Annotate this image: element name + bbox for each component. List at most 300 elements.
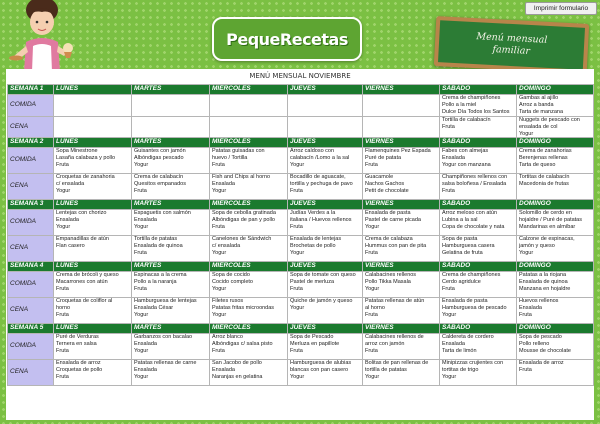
day-header: LUNES — [54, 324, 132, 334]
day-header: MIÉRCOLES — [210, 138, 288, 148]
week-label: SEMANA 4 — [8, 262, 54, 272]
menu-cell[interactable] — [288, 116, 363, 138]
dish-text: Manzana en hojaldre — [519, 286, 571, 293]
dish-text: Patatas fritas microondas — [212, 305, 275, 312]
dish-text: Yogur — [365, 224, 380, 231]
meal-label: CENA — [8, 360, 54, 386]
dish-text: Macarrones con atún — [56, 279, 108, 286]
dish-text: Yogur — [134, 162, 149, 169]
menu-cell[interactable] — [363, 116, 440, 138]
week-header-row — [8, 85, 594, 95]
dish-text: Copa de chocolate y nata — [442, 224, 505, 231]
dish-text: Ensalada — [134, 367, 157, 374]
meal-label: COMIDA — [8, 95, 54, 117]
week-header-row — [8, 138, 594, 148]
dish-text: Yogur — [134, 224, 149, 231]
dish-text: Lasaña calabaza y pollo — [56, 155, 116, 162]
dish-text: horno — [56, 305, 71, 312]
dish-text: Ternera en salsa — [56, 341, 97, 348]
menu-cell[interactable] — [288, 148, 363, 174]
dish-text: Mousse de chocolate — [519, 348, 571, 355]
dish-text: Huevos rellenos — [519, 298, 559, 305]
dish-text: Fruta — [442, 286, 455, 293]
dish-text: Fruta — [134, 188, 147, 195]
menu-cell[interactable] — [132, 148, 210, 174]
menu-cell[interactable] — [363, 236, 440, 262]
day-header: VIERNES — [363, 324, 440, 334]
dish-text: Fruta — [56, 374, 69, 381]
dish-text: Yogur — [134, 374, 149, 381]
dish-text: Crema de champiñones — [442, 272, 501, 279]
dish-text: Cerdo agridulce — [442, 279, 481, 286]
menu-cell[interactable] — [132, 334, 210, 360]
dish-text: Merluza en papillote — [290, 341, 340, 348]
day-header: DOMINGO — [517, 85, 594, 95]
day-header: JUEVES — [288, 324, 363, 334]
menu-cell[interactable] — [517, 116, 594, 138]
dish-text: Fruta — [56, 162, 69, 169]
menu-cell[interactable] — [517, 360, 594, 386]
dish-text: Yogur — [365, 374, 380, 381]
menu-cell[interactable] — [54, 148, 132, 174]
dish-text: Crema de calabaza — [365, 236, 413, 243]
dish-text: Yogur — [290, 374, 305, 381]
day-header: VIERNES — [363, 262, 440, 272]
menu-cell[interactable] — [132, 360, 210, 386]
menu-cell[interactable] — [288, 360, 363, 386]
menu-cell[interactable] — [517, 236, 594, 262]
menu-cell[interactable] — [363, 95, 440, 117]
dish-text: San Jacobo de pollo — [212, 360, 262, 367]
menu-cell[interactable] — [363, 174, 440, 200]
dish-text: Tortilla de patatas — [134, 236, 178, 243]
dish-text: Tortitas de calabacín — [519, 174, 570, 181]
menu-cell[interactable] — [132, 272, 210, 298]
dish-text: Yogur — [290, 162, 305, 169]
dish-text: Fruta — [519, 367, 532, 374]
menu-cell[interactable] — [440, 95, 517, 117]
day-header: MARTES — [132, 138, 210, 148]
menu-cell[interactable] — [54, 298, 132, 324]
dish-text: salsa boloñesa / Ensalada — [442, 181, 507, 188]
dish-text: Fabes con almejas — [442, 148, 489, 155]
menu-cell[interactable] — [363, 360, 440, 386]
dish-text: Fruta — [442, 188, 455, 195]
dish-text: Yogur — [365, 286, 380, 293]
dish-text: Fruta — [56, 348, 69, 355]
day-header: MIÉRCOLES — [210, 200, 288, 210]
day-header: SÁBADO — [440, 324, 517, 334]
dish-text: Fruta — [212, 162, 225, 169]
dish-text: Champiñones rellenos con — [442, 174, 508, 181]
dish-text: Judías Verdes a la — [290, 210, 336, 217]
dish-text: tortilla de patatas — [365, 367, 407, 374]
meal-row — [8, 272, 594, 298]
dish-text: Puré de Verduras — [56, 334, 99, 341]
monthly-menu — [6, 69, 594, 420]
dish-text: Ensalada — [212, 181, 235, 188]
dish-text: Ensalada de quinoa — [519, 279, 568, 286]
day-header: JUEVES — [288, 138, 363, 148]
dish-text: Arroz meloso con atún — [442, 210, 498, 217]
menu-cell[interactable] — [517, 334, 594, 360]
meal-label: COMIDA — [8, 210, 54, 236]
meal-label: CENA — [8, 236, 54, 262]
dish-text: Sopa de tomate con queso — [290, 272, 356, 279]
dish-text: Yogur — [134, 348, 149, 355]
dish-text: Cocido completo — [212, 279, 253, 286]
menu-cell[interactable] — [440, 272, 517, 298]
dish-text: Crema de brócoli y queso — [56, 272, 119, 279]
day-header: SÁBADO — [440, 85, 517, 95]
dish-text: Ensalada de pasta — [365, 210, 411, 217]
dish-text: jamón y queso — [519, 243, 555, 250]
menu-cell[interactable] — [440, 360, 517, 386]
day-header: MARTES — [132, 200, 210, 210]
meal-label: COMIDA — [8, 148, 54, 174]
menu-cell[interactable] — [440, 298, 517, 324]
dish-text: Fruta — [442, 123, 455, 130]
dish-text: Patatas guisadas con — [212, 148, 265, 155]
menu-cell[interactable] — [288, 272, 363, 298]
dish-text: Fruta — [134, 250, 147, 257]
menu-cell[interactable] — [288, 236, 363, 262]
meal-label: COMIDA — [8, 272, 54, 298]
menu-cell[interactable] — [440, 334, 517, 360]
dish-text: Yogur — [212, 188, 227, 195]
dish-text: Ensalada — [212, 367, 235, 374]
day-header: VIERNES — [363, 85, 440, 95]
dish-text: Espaguetis con salmón — [134, 210, 191, 217]
dish-text: Puré de patata — [365, 155, 402, 162]
day-header: DOMINGO — [517, 324, 594, 334]
dish-text: Yogur — [290, 250, 305, 257]
menu-cell[interactable] — [210, 334, 288, 360]
dish-text: Ensalada de arroz — [519, 360, 564, 367]
dish-text: Empanadillas de atún — [56, 236, 109, 243]
dish-text: Pollo relleno — [519, 341, 550, 348]
dish-text: Espinacas a la crema — [134, 272, 187, 279]
meal-row — [8, 210, 594, 236]
dish-text: Bolitas de pan rellenas de — [365, 360, 429, 367]
menu-cell[interactable] — [363, 210, 440, 236]
menu-title: MENÚ MENSUAL NOVIEMBRE — [249, 72, 351, 80]
dish-text: Tarta de manzana — [519, 108, 564, 115]
day-header: MIÉRCOLES — [210, 262, 288, 272]
dish-text: Fruta — [134, 286, 147, 293]
dish-text: Minipizzas crujientes con — [442, 360, 504, 367]
day-header: SÁBADO — [440, 200, 517, 210]
menu-cell[interactable] — [54, 174, 132, 200]
menu-cell[interactable] — [517, 174, 594, 200]
menu-cell[interactable] — [210, 148, 288, 174]
menu-cell[interactable] — [440, 210, 517, 236]
dish-text: Fruta — [56, 286, 69, 293]
menu-cell[interactable] — [210, 298, 288, 324]
menu-cell[interactable] — [54, 272, 132, 298]
menu-cell[interactable] — [440, 148, 517, 174]
dish-text: Yogur — [519, 250, 534, 257]
chalkboard-line1: Menú mensual — [476, 31, 548, 46]
dish-text: arroz con jamón — [365, 341, 405, 348]
day-header: LUNES — [54, 138, 132, 148]
dish-text: Pollo a la naranja — [134, 279, 177, 286]
menu-cell[interactable] — [210, 210, 288, 236]
menu-cell[interactable] — [54, 210, 132, 236]
dish-text: tortilla y pechuga de pavo — [290, 181, 353, 188]
dish-text: Gelatina de fruta — [442, 250, 483, 257]
dish-text: Sopa de Pescado — [290, 334, 334, 341]
day-header: JUEVES — [288, 200, 363, 210]
dish-text: Albóndigas c/ salsa pisto — [212, 341, 273, 348]
menu-cell[interactable] — [517, 272, 594, 298]
dish-text: calabacín /Lomo a la sal — [290, 155, 350, 162]
day-header: MARTES — [132, 262, 210, 272]
dish-text: Ensalada de pasta — [442, 298, 488, 305]
day-header: VIERNES — [363, 200, 440, 210]
meal-row — [8, 298, 594, 324]
dish-text: Berenjenas rellenas — [519, 155, 568, 162]
menu-cell[interactable] — [54, 334, 132, 360]
meal-label: CENA — [8, 116, 54, 138]
dish-text: Ensalada de lentejas — [290, 236, 342, 243]
dish-text: Tarta de queso — [519, 162, 556, 169]
dish-text: Pollo a la miel — [442, 101, 477, 108]
menu-cell[interactable] — [54, 95, 132, 117]
dish-text: Bocadillo de aguacate, — [290, 174, 346, 181]
week-header-row — [8, 200, 594, 210]
dish-text: hojaldre / Puré de patatas — [519, 217, 582, 224]
dish-text: Yogur — [519, 130, 534, 137]
menu-cell[interactable] — [288, 334, 363, 360]
dish-text: Arroz caldoso con — [290, 148, 335, 155]
chalkboard-line2: familiar — [492, 44, 531, 57]
dish-text: Patatas rellenas de carne — [134, 360, 197, 367]
menu-cell[interactable] — [288, 95, 363, 117]
dish-text: Calabacines rellenos — [365, 272, 417, 279]
chalkboard-sign — [434, 16, 589, 74]
dish-text: Dulce Día Todos los Santos — [442, 108, 510, 115]
dish-text: Calabacines rellenos de — [365, 334, 424, 341]
dish-text: Yogur — [290, 305, 305, 312]
day-header: SÁBADO — [440, 138, 517, 148]
dish-text: Arroz blanco — [212, 334, 243, 341]
dish-text: huevo / Tortilla — [212, 155, 248, 162]
day-header: DOMINGO — [517, 200, 594, 210]
menu-cell[interactable] — [54, 236, 132, 262]
dish-text: Caldereta de cordero — [442, 334, 494, 341]
dish-text: tortitas de trigo — [442, 367, 479, 374]
meal-row — [8, 334, 594, 360]
menu-cell[interactable] — [54, 360, 132, 386]
dish-text: Patatas rellenas de atún — [365, 298, 425, 305]
dish-text: Quiche de jamón y queso — [290, 298, 353, 305]
dish-text: Fruta — [290, 224, 303, 231]
menu-cell[interactable] — [210, 360, 288, 386]
dish-text: Albóndigas de pan y pollo — [212, 217, 275, 224]
dish-text: Nachos Gachos — [365, 181, 405, 188]
dish-text: Canelones de Sándwich — [212, 236, 272, 243]
menu-cell[interactable] — [517, 148, 594, 174]
day-header: MIÉRCOLES — [210, 85, 288, 95]
dish-text: Sopa Minestrone — [56, 148, 98, 155]
dish-text: Ensalada — [519, 305, 542, 312]
dish-text: Pastel de merluza — [290, 279, 335, 286]
dish-text: Fruta — [519, 312, 532, 319]
menu-cell[interactable] — [363, 272, 440, 298]
dish-text: italiana / Huevos rellenos — [290, 217, 352, 224]
meal-label: CENA — [8, 298, 54, 324]
menu-cell[interactable] — [288, 298, 363, 324]
meal-row — [8, 236, 594, 262]
dish-text: Yogur — [442, 374, 457, 381]
meal-label: COMIDA — [8, 334, 54, 360]
dish-text: Pastel de carne picada — [365, 217, 421, 224]
menu-cell[interactable] — [363, 148, 440, 174]
day-header: SÁBADO — [440, 262, 517, 272]
menu-cell[interactable] — [517, 298, 594, 324]
dish-text: Yogur — [134, 312, 149, 319]
dish-text: Ensalada — [134, 217, 157, 224]
day-header: JUEVES — [288, 262, 363, 272]
menu-cell[interactable] — [132, 210, 210, 236]
menu-cell[interactable] — [132, 298, 210, 324]
logo-text: PequeRecetas — [226, 29, 348, 49]
dish-text: Croquetas de pollo — [56, 367, 103, 374]
dish-text: Fruta — [290, 348, 303, 355]
dish-text: Fruta — [212, 224, 225, 231]
day-header: JUEVES — [288, 85, 363, 95]
menu-cell[interactable] — [363, 334, 440, 360]
meal-row — [8, 95, 594, 117]
dish-text: Fruta — [290, 188, 303, 195]
pequerecetas-logo — [212, 17, 362, 61]
dish-text: Crema de zanahorias — [519, 148, 572, 155]
meal-row — [8, 360, 594, 386]
dish-text: Brochetas de pollo — [290, 243, 336, 250]
week-label: SEMANA 1 — [8, 85, 54, 95]
dish-text: Guacamole — [365, 174, 394, 181]
dish-text: Hummus con pan de pita — [365, 243, 427, 250]
dish-text: Mandarinas en almíbar — [519, 224, 576, 231]
dish-text: Ensalada de quinoa — [134, 243, 183, 250]
week-header-row — [8, 262, 594, 272]
dish-text: c/ ensalada — [212, 243, 241, 250]
menu-cell[interactable] — [210, 236, 288, 262]
dish-text: Gambas al ajillo — [519, 95, 559, 101]
menu-cell[interactable] — [132, 116, 210, 138]
day-header: MIÉRCOLES — [210, 324, 288, 334]
day-header: DOMINGO — [517, 138, 594, 148]
dish-text: Tortilla de calabacín — [442, 116, 491, 123]
menu-cell[interactable] — [210, 116, 288, 138]
dish-text: Garbanzos con bacalao — [134, 334, 193, 341]
dish-text: Hamburguesa de lentejas — [134, 298, 197, 305]
menu-cell[interactable] — [440, 236, 517, 262]
menu-cell[interactable] — [440, 174, 517, 200]
menu-table — [7, 84, 594, 386]
dish-text: Nuggets de pescado con — [519, 116, 580, 123]
dish-text: Naranjas en gelatina — [212, 374, 263, 381]
dish-text: Solomillo de cerdo en — [519, 210, 572, 217]
cook-girl-illustration — [2, 0, 140, 72]
dish-text: Fruta — [290, 286, 303, 293]
menu-cell[interactable] — [440, 116, 517, 138]
dish-text: Ensalada — [442, 155, 465, 162]
menu-cell[interactable] — [132, 236, 210, 262]
dish-text: Fruta — [56, 312, 69, 319]
dish-text: Macedonia de frutas — [519, 181, 569, 188]
menu-cell[interactable] — [210, 174, 288, 200]
dish-text: Flamenquines Pez Espada — [365, 148, 431, 155]
dish-text: Sopa de cebolla gratinada — [212, 210, 276, 217]
dish-text: Ensalada — [56, 217, 79, 224]
dish-text: Albóndigas pescado — [134, 155, 184, 162]
menu-cell[interactable] — [517, 95, 594, 117]
dish-text: Hamburguesa casera — [442, 243, 495, 250]
dish-text: ensalada de col — [519, 123, 558, 130]
menu-cell[interactable] — [54, 116, 132, 138]
dish-text: Quesitos empanados — [134, 181, 186, 188]
dish-text: Fruta — [365, 162, 378, 169]
menu-cell[interactable] — [288, 174, 363, 200]
meal-row — [8, 148, 594, 174]
dish-text: Ensalada de arroz — [56, 360, 101, 367]
meal-row — [8, 174, 594, 200]
dish-text: Crema de champiñones — [442, 95, 501, 101]
menu-cell[interactable] — [363, 298, 440, 324]
week-label: SEMANA 3 — [8, 200, 54, 210]
dish-text: Lubina a la sal — [442, 217, 478, 224]
dish-text: Ensalada — [442, 341, 465, 348]
dish-text: Fruta — [365, 348, 378, 355]
dish-text: Hamburguesa de alubias — [290, 360, 352, 367]
dish-text: Fruta — [365, 312, 378, 319]
dish-text: Yogur — [212, 312, 227, 319]
day-header: MARTES — [132, 324, 210, 334]
dish-text: Sopa de cocido — [212, 272, 250, 279]
dish-text: Yogur — [212, 286, 227, 293]
week-label: SEMANA 5 — [8, 324, 54, 334]
dish-text: Petit de chocolate — [365, 188, 409, 195]
dish-text: Arroz a banda — [519, 101, 554, 108]
dish-text: Guisantes con jamón — [134, 148, 186, 155]
menu-cell[interactable] — [288, 210, 363, 236]
menu-cell[interactable] — [517, 210, 594, 236]
dish-text: Croquetas de zanahoria — [56, 174, 115, 181]
menu-cell[interactable] — [132, 174, 210, 200]
dish-text: Yogur — [212, 250, 227, 257]
dish-text: Sopa de pescado — [519, 334, 562, 341]
dish-text: Fruta — [212, 348, 225, 355]
menu-cell[interactable] — [210, 272, 288, 298]
dish-text: Crema de calabacín — [134, 174, 184, 181]
dish-text: Ensalada — [134, 341, 157, 348]
day-header: LUNES — [54, 85, 132, 95]
menu-cell[interactable] — [132, 95, 210, 117]
day-header: VIERNES — [363, 138, 440, 148]
menu-cell[interactable] — [210, 95, 288, 117]
dish-text: Calzone de espinacas, — [519, 236, 575, 243]
print-form-button[interactable]: Imprimir formulario — [525, 2, 597, 15]
dish-text: blancas con pan casero — [290, 367, 349, 374]
dish-text: Tarta de limón — [442, 348, 477, 355]
dish-text: al horno — [365, 305, 385, 312]
week-label: SEMANA 2 — [8, 138, 54, 148]
dish-text: Lentejas con chorizo — [56, 210, 107, 217]
dish-text: Patatas a la riojana — [519, 272, 567, 279]
dish-text: Flan casero — [56, 243, 85, 250]
